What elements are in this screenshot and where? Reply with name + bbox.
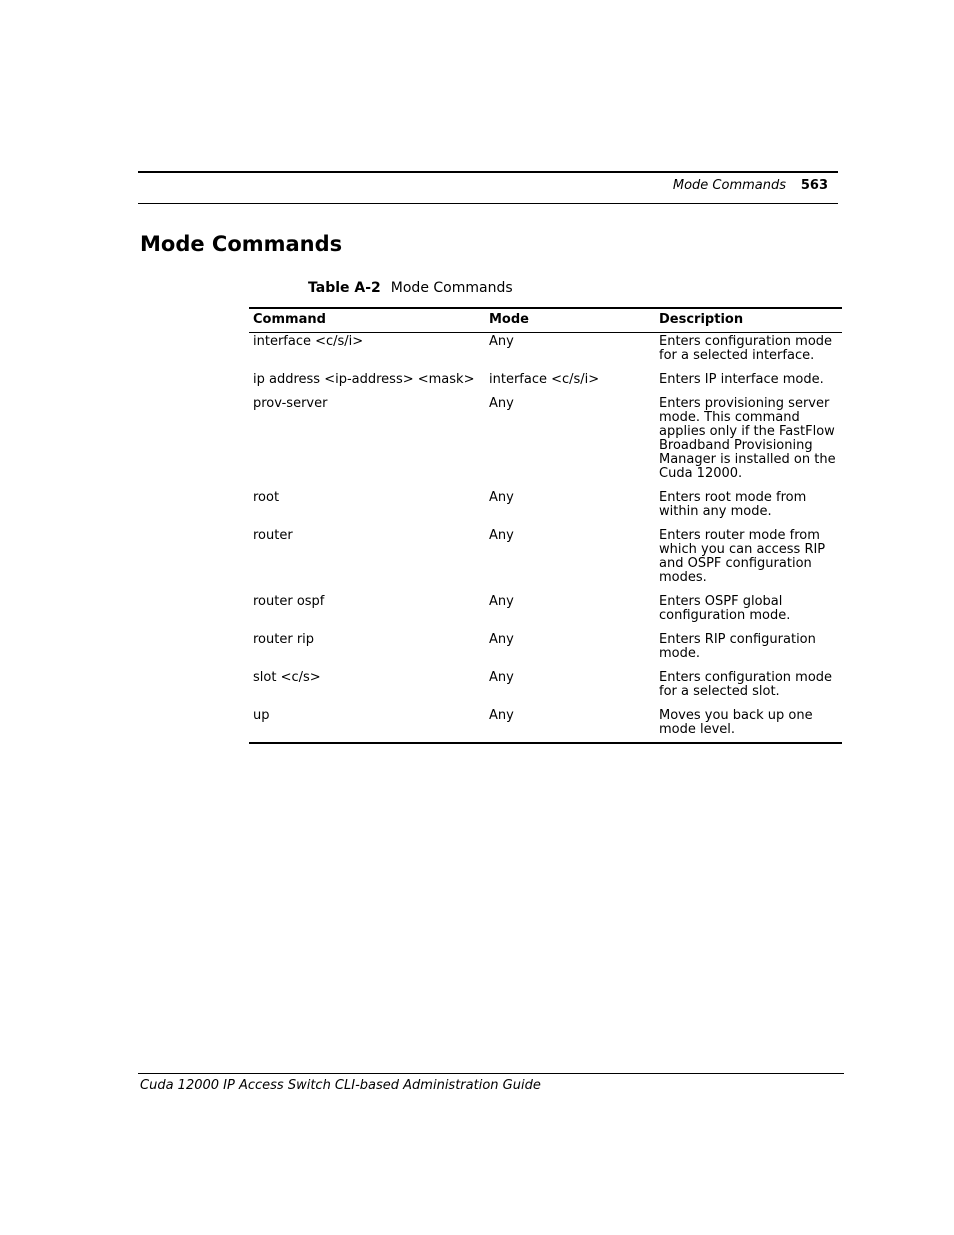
footer-text: Cuda 12000 IP Access Switch CLI-based Administration Guide	[140, 1078, 541, 1093]
command-cell: prov-server	[253, 396, 328, 411]
table-caption-number: Table A-2	[308, 280, 381, 296]
running-title: Mode Commands	[672, 178, 786, 193]
table-header-row	[249, 308, 842, 333]
section-heading: Mode Commands	[140, 232, 343, 256]
mode-cell: Any	[489, 334, 514, 349]
mode-cell: Any	[489, 396, 514, 411]
table-caption	[308, 280, 513, 296]
mode-commands-table	[249, 307, 842, 744]
description-cell: Enters IP interface mode.	[659, 372, 824, 387]
command-cell: router	[253, 528, 293, 543]
page-number: 563	[800, 178, 828, 193]
description-cell: Moves you back up one mode level.	[655, 708, 842, 743]
mode-cell: Any	[489, 670, 514, 685]
header-bottom-rule	[138, 203, 838, 204]
description-cell: Enters OSPF global configuration mode.	[659, 594, 791, 623]
table-row	[249, 708, 842, 743]
description-cell: Enters provisioning server mode. This command applies only if the FastFlow Broadband Provisioning Manager is installed on the Cuda 12000.	[659, 396, 836, 481]
command-cell: interface <c/s/i>	[253, 334, 364, 349]
header-top-rule	[138, 171, 838, 173]
mode-cell: Any	[485, 708, 655, 743]
footer-rule	[138, 1073, 844, 1074]
mode-cell: Any	[489, 528, 514, 543]
command-cell: slot <c/s>	[253, 670, 321, 685]
command-cell: root	[253, 490, 280, 505]
command-cell: router rip	[253, 632, 315, 647]
table-row	[249, 396, 842, 490]
column-header-command: Command	[249, 308, 485, 333]
mode-cell: Any	[489, 632, 514, 647]
mode-cell: Any	[489, 594, 514, 609]
description-cell: Enters configuration mode for a selected slot.	[659, 670, 833, 699]
column-header-description: Description	[655, 308, 842, 333]
column-header-mode: Mode	[485, 308, 655, 333]
table-caption-title: Mode Commands	[390, 280, 513, 296]
table-row	[249, 372, 842, 396]
description-cell: Enters RIP configuration mode.	[659, 632, 816, 661]
mode-cell: interface <c/s/i>	[489, 372, 600, 387]
description-cell: Enters root mode from within any mode.	[659, 490, 807, 519]
table-row	[249, 333, 842, 373]
description-cell: Enters router mode from which you can access RIP and OSPF configuration modes.	[659, 528, 826, 585]
command-cell: ip address <ip-address> <mask>	[253, 372, 475, 387]
command-cell: router ospf	[253, 594, 325, 609]
command-cell: up	[249, 708, 485, 743]
table-row	[249, 670, 842, 708]
mode-cell: Any	[489, 490, 514, 505]
description-cell: Enters configuration mode for a selected interface.	[659, 334, 833, 363]
table-row	[249, 632, 842, 670]
table-row	[249, 528, 842, 594]
table-row	[249, 594, 842, 632]
table-row	[249, 490, 842, 528]
